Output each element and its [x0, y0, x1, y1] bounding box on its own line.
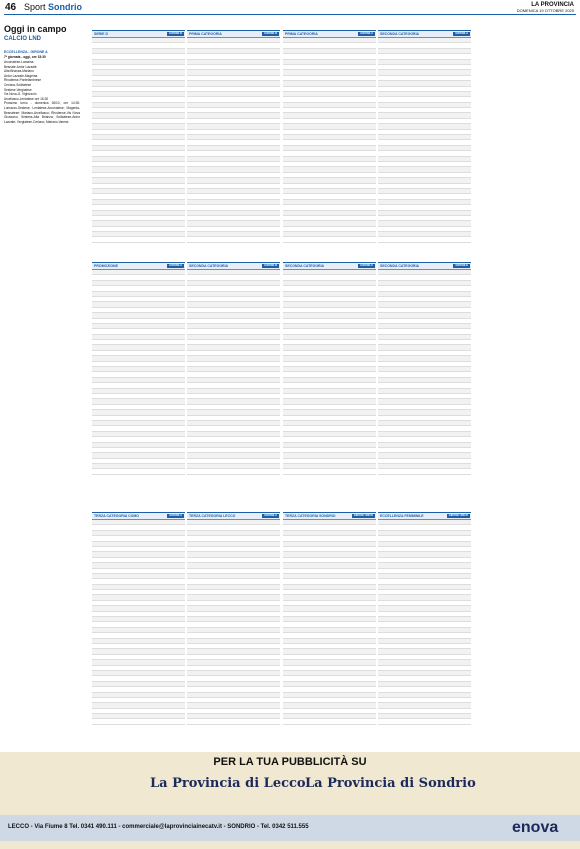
league-label: CALCIO LND [4, 36, 41, 42]
block-header: SERIE D GIRONE B [92, 30, 185, 37]
standings-block [92, 262, 185, 475]
match-item: Alta Brianza-Mariano [4, 69, 34, 74]
standings-block [378, 262, 471, 475]
round-title: 7ª giornata - oggi, ore 15:30 [4, 55, 46, 59]
standings-table [92, 519, 185, 725]
table-row [283, 237, 376, 242]
group-tag: GIRONE A [360, 32, 373, 35]
table-row [378, 719, 471, 724]
fixtures-column [4, 48, 80, 124]
standings-block [187, 262, 280, 475]
group-tag: GIRONE A [169, 264, 182, 267]
standings-block [378, 512, 471, 725]
table-row [92, 469, 185, 474]
group-tag: GIRONE A [455, 32, 468, 35]
standings-table [92, 269, 185, 475]
table-row [92, 237, 185, 242]
group-tag: GIRONE E [455, 264, 468, 267]
ad-brand-logo: enova [512, 819, 559, 836]
group-title: ECCELLENZA - GIRONE A [4, 50, 48, 54]
group-tag: GIRONE A [264, 514, 277, 517]
standings-table [187, 269, 280, 475]
match-item: Arconatese-Lamaina [4, 60, 34, 64]
block-header: ECCELLENZA FEMMINILE GIRONE UNICO [378, 512, 471, 519]
ad-logo-lecco: La Provincia di Lecco [150, 776, 306, 791]
block-header: PROMOZIONE GIRONE A [92, 262, 185, 269]
section-label: Sport [24, 2, 46, 12]
table-row [187, 469, 280, 474]
next-round-text: Prossimo turno - domenica 26/10, ore 14:30: Lomazzo-Sestese; Lentatese-Arconatese; Magenta-Besnatese; Mariano-Arcellasco; Rhodense-Vis Nova Giussano; Sestese-Alta Brianza; Solbiatese-Ardor Lazzate; Vergiatese-Ceriano; Mariano-Varese. [4, 101, 80, 124]
match-item: Arcellasco-Lentatese ore 16:30 [4, 96, 49, 101]
table-row [378, 469, 471, 474]
standings-block [283, 512, 376, 725]
standings-table [378, 269, 471, 475]
match-item: Ceriano-Solbiatese [4, 82, 32, 87]
match-item: Sestese-Vergiatese [4, 87, 32, 92]
block-header: SECONDA CATEGORIA GIRONE A [378, 30, 471, 37]
ad-title: PER LA TUA PUBBLICITÀ SU [213, 756, 367, 768]
group-tag: GIRONE A [169, 514, 182, 517]
match-item: Ardor Lazzate-Magenta [4, 73, 38, 78]
block-header: TERZA CATEGORIA COMO GIRONE A [92, 512, 185, 519]
block-header: PRIMA CATEGORIA GIRONE B [187, 30, 280, 37]
group-tag: GIRONE B [264, 264, 277, 267]
standings-table [283, 37, 376, 243]
block-header: PRIMA CATEGORIA GIRONE A [283, 30, 376, 37]
match-item: Rhodense-Pontelambrese [4, 78, 42, 83]
match-item: Besnate-Ardor Lazzate [4, 64, 37, 69]
ad-contact: LECCO - Via Fiume 8 Tel. 0341 490.111 - commerciale@laprovinciainecatv.it - SONDRIO - Tel. 0342 511.555 [8, 824, 309, 830]
table-row [187, 237, 280, 242]
block-header: TERZA CATEGORIA SONDRIO GIRONE UNICO [283, 512, 376, 519]
standings-block [283, 262, 376, 475]
table-row [283, 719, 376, 724]
group-tag: GIRONE UNICO [448, 514, 468, 517]
standings-table [283, 269, 376, 475]
header-rule [4, 14, 576, 15]
block-header: TERZA CATEGORIA LECCO GIRONE A [187, 512, 280, 519]
group-tag: GIRONE B [169, 32, 182, 35]
match-list [4, 60, 80, 101]
block-header: SECONDA CATEGORIA GIRONE B [187, 262, 280, 269]
standings-block [92, 30, 185, 243]
standings-table [92, 37, 185, 243]
group-tag: GIRONE UNICO [353, 514, 373, 517]
table-row [378, 237, 471, 242]
masthead: LA PROVINCIA [531, 2, 574, 8]
group-tag: GIRONE C [360, 264, 373, 267]
table-row [283, 469, 376, 474]
standings-block [378, 30, 471, 243]
standings-table [187, 519, 280, 725]
table-row [92, 719, 185, 724]
subsection-label: Sondrio [48, 2, 83, 12]
issue-date: DOMENICA 19 OTTOBRE 2025 [516, 8, 574, 13]
standings-table [187, 37, 280, 243]
section-title [24, 2, 82, 12]
ad-logo-sondrio: La Provincia di Sondrio [305, 776, 476, 791]
match-item: Vis Nova-G. Vighizzolo [4, 92, 37, 97]
standings-block [187, 30, 280, 243]
standings-table [378, 519, 471, 725]
standings-block [92, 512, 185, 725]
standings-block [283, 30, 376, 243]
page-header [0, 0, 580, 14]
page-title: Oggi in campo [4, 24, 67, 34]
standings-block [187, 512, 280, 725]
standings-table [283, 519, 376, 725]
page-number: 46 [5, 2, 17, 13]
block-header: SECONDA CATEGORIA GIRONE C [283, 262, 376, 269]
table-row [187, 719, 280, 724]
block-header: SECONDA CATEGORIA GIRONE E [378, 262, 471, 269]
standings-table [378, 37, 471, 243]
group-tag: GIRONE B [264, 32, 277, 35]
